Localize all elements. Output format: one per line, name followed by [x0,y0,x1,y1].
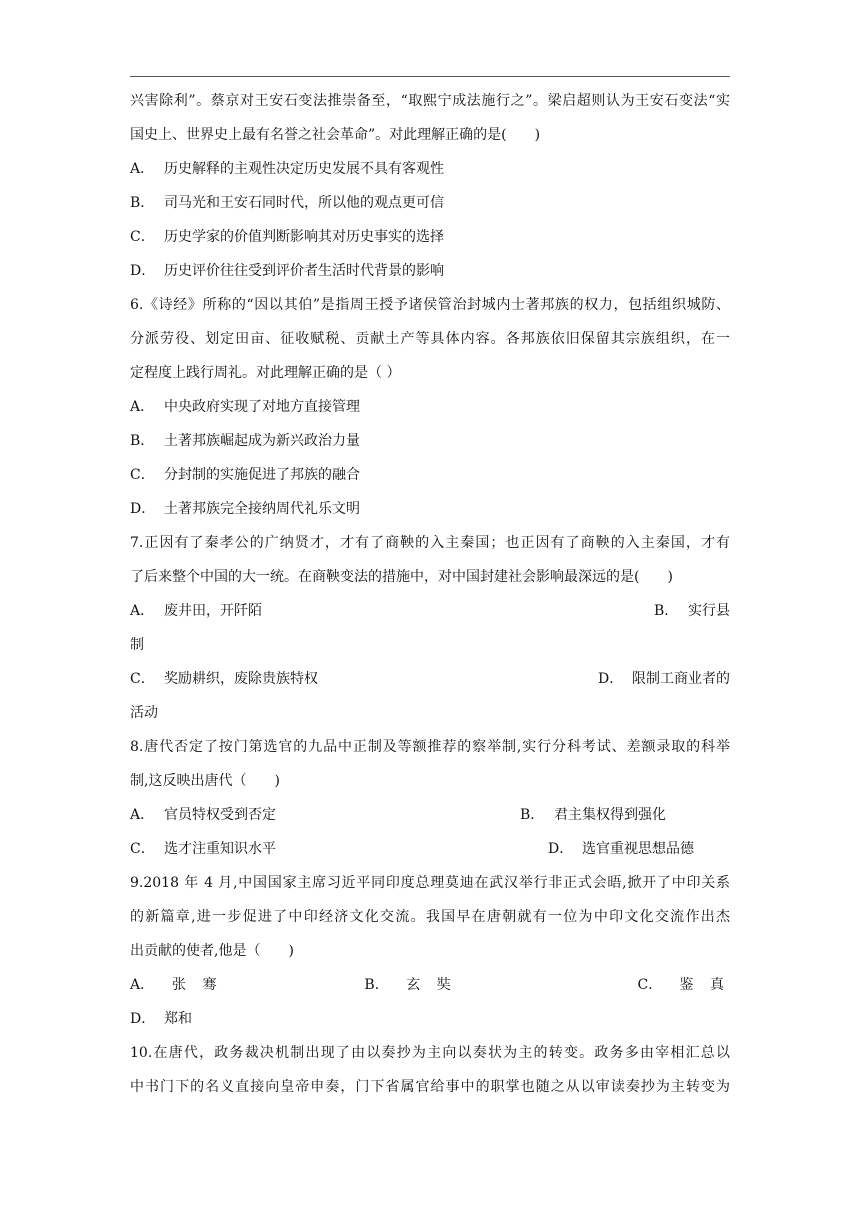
question-8-option-b[interactable] [520,798,666,832]
option-text: 选才注重知识水平 [164,841,276,857]
question-5-option-b[interactable] [130,186,730,220]
option-text: 奖励耕织，废除贵族特权 [164,671,318,687]
option-text: 鉴 真 [679,977,730,993]
option-letter: A． [130,399,155,415]
option-text: 郑和 [164,1011,192,1027]
question-6-stem-line: 6.《诗经》所称的“因以其伯”是指周王授予诸侯管治封城内士著邦族的权力，包括组织城防、 [130,297,730,313]
question-5-option-c[interactable] [130,220,730,254]
question-7-stem-line: 7.正因有了秦孝公的广纳贤才，才有了商鞅的入主秦国；也正因有了商鞅的入主秦国，才有 [130,535,730,551]
option-letter: B． [364,977,389,993]
question-7-option-d-wrap: 活动 [130,705,158,721]
question-9-stem-line: 的新篇章,进一步促进了中印经济文化交流。我国早在唐朝就有一位为中印文化交流作出杰 [130,909,730,925]
question-9-stem-line: 9.2018 年 4 月,中国国家主席习近平同印度总理莫迪在武汉举行非正式会晤,掀开了中印关系 [130,875,730,891]
question-5-option-a[interactable] [130,152,730,186]
question-10 [130,1036,730,1104]
option-text: 玄 奘 [406,977,457,993]
option-text: 君主集权得到强化 [554,807,666,823]
option-letter: B． [520,807,545,823]
question-10-stem-line: 10.在唐代，政务裁决机制出现了由以奏抄为主向以奏状为主的转变。政务多由宰相汇总以 [130,1045,730,1061]
option-letter: C． [130,841,155,857]
question-6-stem-line: 分派劳役、划定田亩、征收赋税、贡献土产等具体内容。各邦族依旧保留其宗族组织，在一 [130,331,730,347]
question-8-option-c[interactable] [130,832,548,866]
question-8-options-row-2 [130,832,730,866]
question-8-option-d[interactable] [548,832,694,866]
question-7-stem-line: 了后来整个中国的大一统。在商鞅变法的措施中，对中国封建社会影响最深远的是( ) [130,569,673,585]
question-5-stem-line: 国史上、世界史上最有名誉之社会革命”。对此理解正确的是( ) [130,127,541,143]
question-8-options-row-1 [130,798,730,832]
question-9-option-b[interactable] [364,968,637,1002]
question-7-option-b[interactable] [654,594,730,628]
question-8-stem-line: 制,这反映出唐代（ ) [130,773,280,789]
option-letter: C． [130,671,155,687]
question-5-stem-line: 兴害除利”。蔡京对王安石变法推崇备至，“取熙宁成法施行之”。梁启超则认为王安石变法“实 [130,93,730,109]
option-text: 土著邦族完全接纳周代礼乐文明 [164,501,360,517]
option-text: 实行县 [688,603,730,619]
question-9-option-d[interactable] [130,1002,730,1036]
option-letter: D． [598,671,624,687]
question-7-option-a[interactable] [130,594,262,628]
question-9 [130,866,730,1036]
option-letter: C． [130,467,155,483]
question-9-option-a[interactable] [130,968,364,1002]
question-6-option-a[interactable] [130,390,730,424]
question-8-stem-line: 8.唐代否定了按门第选官的九品中正制及等额推荐的察举制,实行分科考试、差额录取的科举 [130,739,730,755]
option-text: 废井田，开阡陌 [164,603,262,619]
question-6-option-b[interactable] [130,424,730,458]
option-text: 土著邦族崛起成为新兴政治力量 [164,433,360,449]
option-letter: A． [130,603,155,619]
option-letter: B． [654,603,679,619]
option-text: 分封制的实施促进了邦族的融合 [164,467,360,483]
question-6-option-c[interactable] [130,458,730,492]
option-letter: D． [548,841,574,857]
option-text: 限制工商业者的 [632,671,730,687]
option-letter: A． [130,807,155,823]
option-text: 历史学家的价值判断影响其对历史事实的选择 [164,229,444,245]
option-letter: B． [130,433,155,449]
option-letter: D． [130,1011,156,1027]
question-9-stem-line: 出贡献的使者,他是（ ) [130,943,294,959]
question-7 [130,526,730,730]
option-text: 历史解释的主观性决定历史发展不具有客观性 [164,161,444,177]
question-9-options-row [130,968,730,1002]
question-10-stem-line: 中书门下的名义直接向皇帝申奏，门下省属官给事中的职掌也随之从以审读奏抄为主转变为 [130,1079,730,1095]
option-text: 历史评价往往受到评价者生活时代背景的影响 [164,263,444,279]
question-6-option-d[interactable] [130,492,730,526]
question-7-option-d[interactable] [598,662,730,696]
option-letter: D． [130,263,156,279]
question-7-option-c[interactable] [130,662,318,696]
question-8 [130,730,730,866]
option-letter: A． [130,977,155,993]
exam-page [130,84,730,1104]
question-5-option-d[interactable] [130,254,730,288]
option-text: 中央政府实现了对地方直接管理 [164,399,360,415]
option-text: 选官重视思想品德 [582,841,694,857]
question-5 [130,84,730,288]
option-letter: C． [637,977,663,993]
question-8-option-a[interactable] [130,798,520,832]
option-text: 官员特权受到否定 [164,807,276,823]
option-letter: C． [130,229,155,245]
option-letter: B． [130,195,155,211]
question-7-option-b-wrap: 制 [130,637,144,653]
question-7-options-row-2 [130,662,730,696]
question-9-option-c[interactable] [638,968,730,1002]
option-text: 司马光和王安石同时代，所以他的观点更可信 [164,195,444,211]
option-text: 张 骞 [172,977,223,993]
question-6-stem-line: 定程度上践行周礼。对此理解正确的是（ ） [130,365,401,381]
header-rule [130,76,730,77]
option-letter: D． [130,501,156,517]
question-7-options-row-1 [130,594,730,628]
option-letter: A． [130,161,155,177]
question-6 [130,288,730,526]
